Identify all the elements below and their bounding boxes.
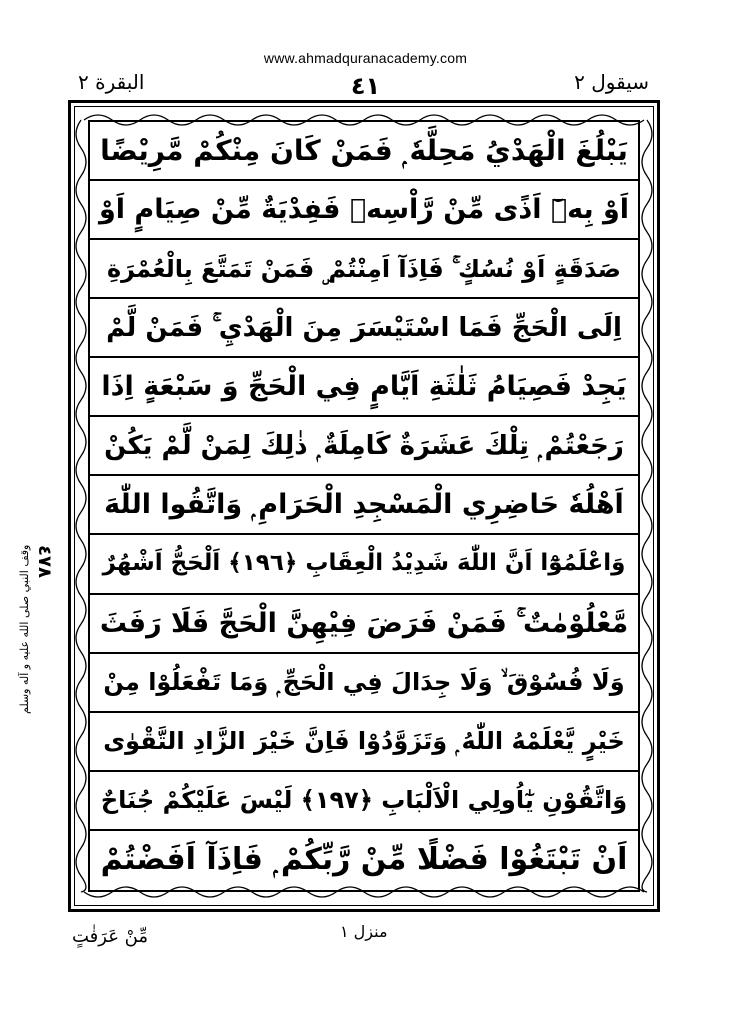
verse-line-text: وَاعْلَمُوْٓا اَنَّ اللّٰهَ شَدِيْدُ الْعِقَابِ ﴿١٩٦﴾ اَلْحَجُّ اَشْهُرٌ [102, 550, 626, 577]
verse-line [90, 417, 638, 476]
verse-lines [90, 122, 638, 890]
manzil-label: منزل ١ [340, 922, 388, 941]
juz-name: سيقول ٢ [574, 70, 649, 94]
verse-line-text: اَهْلُهٗ حَاضِرِي الْمَسْجِدِ الْحَرَامِ ۭ وَاتَّقُوا اللّٰهَ [104, 489, 624, 521]
verse-line [90, 595, 638, 654]
verse-line-text: اَنْ تَبْتَغُوْا فَضْلًا مِّنْ رَّبِّكُمْ ۭ فَاِذَآ اَفَضْتُمْ [100, 842, 628, 878]
verse-line [90, 299, 638, 358]
verse-line-text: يَبْلُغَ الْهَدْيُ مَحِلَّهٗ ۭ فَمَنْ كَانَ مِنْكُمْ مَّرِيْضًا [100, 133, 628, 167]
verse-line-text: صَدَقَةٍ اَوْ نُسُكٍ ۚ فَاِذَآ اَمِنْتُمْ ۣ فَمَنْ تَمَتَّعَ بِالْعُمْرَةِ [107, 254, 621, 283]
verse-line [90, 831, 638, 890]
verse-line [90, 358, 638, 417]
verse-line-text: اِلَى الْحَجِّ فَمَا اسْتَيْسَرَ مِنَ الْهَدْيِ ۚ فَمَنْ لَّمْ [106, 312, 622, 343]
surah-name: البقرة ٢ [78, 70, 145, 94]
page-number: ٤١ [350, 72, 381, 100]
verse-line [90, 713, 638, 772]
margin-number: ٤٧٨ [34, 545, 55, 578]
verse-line [90, 181, 638, 240]
verse-line [90, 240, 638, 299]
verse-line [90, 654, 638, 713]
verse-line-text: وَلَا فُسُوْقَ ۙ وَلَا جِدَالَ فِي الْحَجِّ ۭ وَمَا تَفْعَلُوْا مِنْ [103, 668, 625, 697]
verse-line-text: يَجِدْ فَصِيَامُ ثَلٰثَةِ اَيَّامٍ فِي الْحَجِّ وَ سَبْعَةٍ اِذَا [101, 371, 627, 403]
verse-line-text: خَيْرٍ يَّعْلَمْهُ اللّٰهُ ۭ وَتَزَوَّدُوْا فَاِنَّ خَيْرَ الزَّادِ التَّقْوٰى [103, 727, 625, 756]
verse-line [90, 535, 638, 594]
verse-line-text: مَّعْلُوْمٰتٌ ۚ فَمَنْ فَرَضَ فِيْهِنَّ الْحَجَّ فَلَا رَفَثَ [99, 607, 629, 639]
catchword: مِّنْ عَرَفٰتٍ [72, 926, 149, 947]
website-url: www.ahmadquranacademy.com [263, 50, 468, 66]
verse-line [90, 122, 638, 181]
margin-note: وقف النبي صلى الله عليه و آله وسلم [18, 545, 31, 715]
verse-line [90, 772, 638, 831]
verse-line-text: وَاتَّقُوْنِ يٰٓاُولِي الْاَلْبَابِ ﴿١٩٧﴾ لَيْسَ عَلَيْكُمْ جُنَاحٌ [100, 786, 628, 815]
verse-line-text: اَوْ بِهٖٓ اَذًى مِّنْ رَّاْسِهٖ فَفِدْيَةٌ مِّنْ صِيَامٍ اَوْ [98, 194, 630, 226]
verse-line [90, 476, 638, 535]
verse-line-text: رَجَعْتُمْ ۭ تِلْكَ عَشَرَةٌ كَامِلَةٌ ۭ ذٰلِكَ لِمَنْ لَّمْ يَكُنْ [104, 430, 624, 461]
